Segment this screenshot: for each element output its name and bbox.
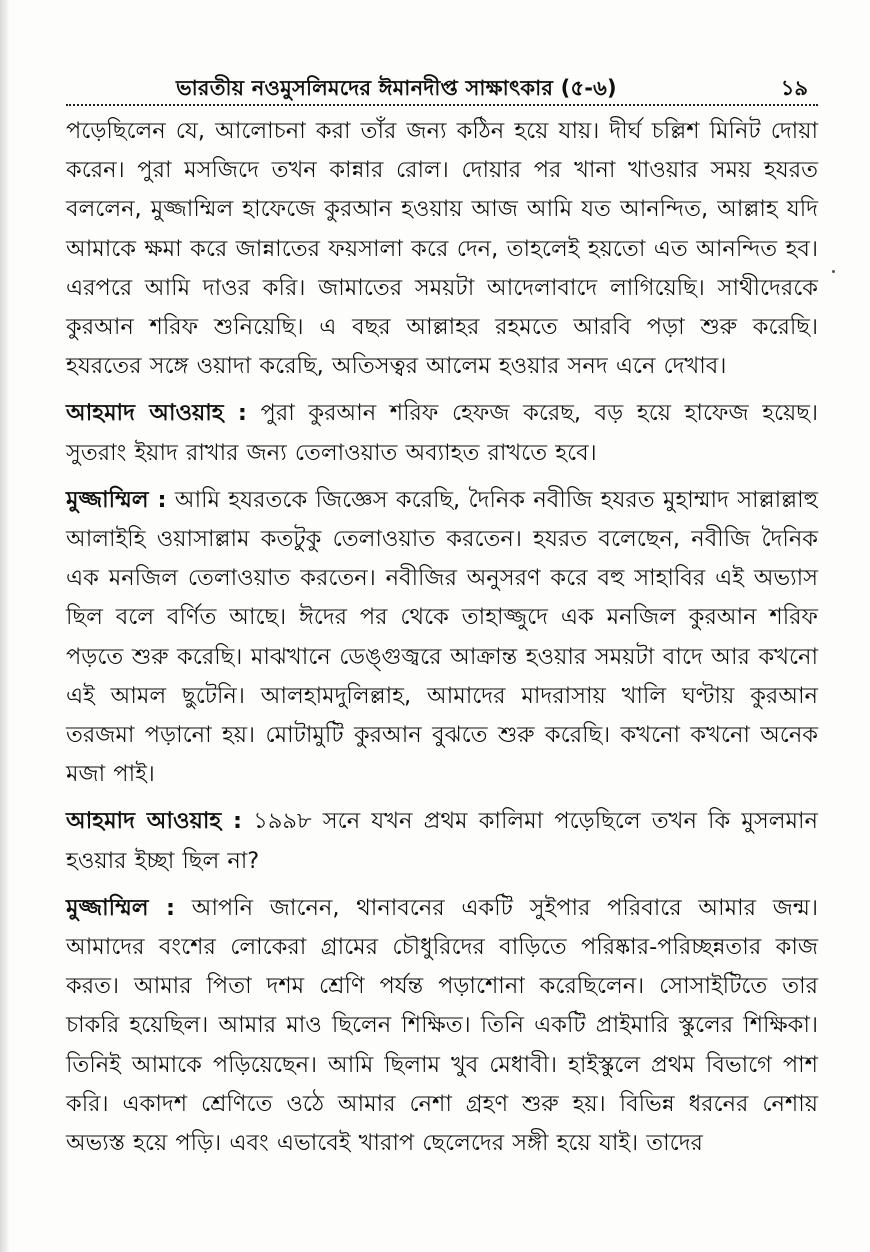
- paragraph-text: পড়েছিলেন যে, আলোচনা করা তাঁর জন্য কঠিন হয়ে যায়। দীর্ঘ চল্লিশ মিনিট দোয়া করেন। পুরা মসজিদে তখন কান্নার রোল। দোয়ার পর খানা খাওয়ার সময় হযরত বললেন, মুজ্জাম্মিল হাফেজে কুরআন হওয়ায় আজ আমি যত আনন্দিত, আল্লাহ যদি আমাকে ক্ষমা করে জান্নাতের ফয়সালা করে দেন, তাহলেই হয়তো এত আনন্দিত হব। এরপরে আমি দাওর করি। জামাতের সময়টা আদেলাবাদে লাগিয়েছি। সাথীদেরকে কুরআন শরিফ শুনিয়েছি। এ বছর আল্লাহর রহমতে আরবি পড়া শুরু করেছি। হযরতের সঙ্গে ওয়াদা করেছি, অতিসত্বর আলেম হওয়ার সনদ এনে দেখাব।: [66, 118, 818, 380]
- speaker-label: মুজ্জাম্মিল :: [66, 894, 175, 921]
- header-dotted-rule: [66, 104, 818, 106]
- paragraph-continuation: [66, 112, 818, 386]
- dialogue-paragraph: [66, 394, 818, 472]
- speaker-label: আহমাদ আওয়াহ :: [66, 808, 243, 835]
- speaker-label: মুজ্জাম্মিল :: [66, 486, 167, 513]
- paragraph-text: আপনি জানেন, থানাবনের একটি সুইপার পরিবারে আমার জন্ম। আমাদের বংশের লোকেরা গ্রামের চৌধুরিদের বাড়িতে পরিষ্কার-পরিচ্ছন্নতার কাজ করত। আমার পিতা দশম শ্রেণি পর্যন্ত পড়াশোনা করেছিলেন। সোসাইটিতে তার চাকরি হয়েছিল। আমার মাও ছিলেন শিক্ষিত। তিনি একটি প্রাইমারি স্কুলের শিক্ষিকা। তিনিই আমাকে পড়িয়েছেন। আমি ছিলাম খুব মেধাবী। হাইস্কুলে প্রথম বিভাগে পাশ করি। একাদশ শ্রেণিতে ওঠে আমার নেশা গ্রহণ শুরু হয়। বিভিন্ন ধরনের নেশায় অভ্যস্ত হয়ে পড়ি। এবং এভাবেই খারাপ ছেলেদের সঙ্গী হয়ে যাই। তাদের: [66, 894, 818, 1157]
- margin-speck: [832, 270, 835, 273]
- page-edge-shadow: [0, 0, 10, 1252]
- body-text: [66, 112, 818, 1171]
- dialogue-paragraph: [66, 481, 818, 795]
- page-number: ১৯: [780, 76, 808, 100]
- running-header-title: ভারতীয় নওমুসলিমদের ঈমানদীপ্ত সাক্ষাৎকার (৫-৬): [176, 76, 617, 100]
- paragraph-text: ১৯৯৮ সনে যখন প্রথম কালিমা পড়েছিলে তখন কি মুসলমান হওয়ার ইচ্ছা ছিল না?: [66, 808, 818, 874]
- dialogue-paragraph: [66, 802, 818, 880]
- dialogue-paragraph: [66, 889, 818, 1163]
- running-header: [66, 72, 816, 108]
- paragraph-text: আমি হযরতকে জিজ্ঞেস করেছি, দৈনিক নবীজি হযরত মুহাম্মাদ সাল্লাল্লাহু আলাইহি ওয়াসাল্লাম কতটুকু তেলাওয়াত করতেন। হযরত বলেছেন, নবীজি দৈনিক এক মনজিল তেলাওয়াত করতেন। নবীজির অনুসরণ করে বহু সাহাবির এই অভ্যাস ছিল বলে বর্ণিত আছে। ঈদের পর থেকে তাহাজ্জুদে এক মনজিল কুরআন শরিফ পড়তে শুরু করেছি। মাঝখানে ডেঙ্গুজ্বরে আক্রান্ত হওয়ার সময়টা বাদে আর কখনো এই আমল ছুটেনি। আলহামদুলিল্লাহ, আমাদের মাদরাসায় খালি ঘণ্টায় কুরআন তরজমা পড়ানো হয়। মোটামুটি কুরআন বুঝতে শুরু করেছি। কখনো কখনো অনেক মজা পাই।: [66, 486, 819, 788]
- speaker-label: আহমাদ আওয়াহ :: [66, 400, 247, 427]
- paragraph-text: পুরা কুরআন শরিফ হেফজ করেছ, বড় হয়ে হাফেজ হয়েছ। সুতরাং ইয়াদ রাখার জন্য তেলাওয়াত অব্যাহত রাখতে হবে।: [66, 400, 818, 466]
